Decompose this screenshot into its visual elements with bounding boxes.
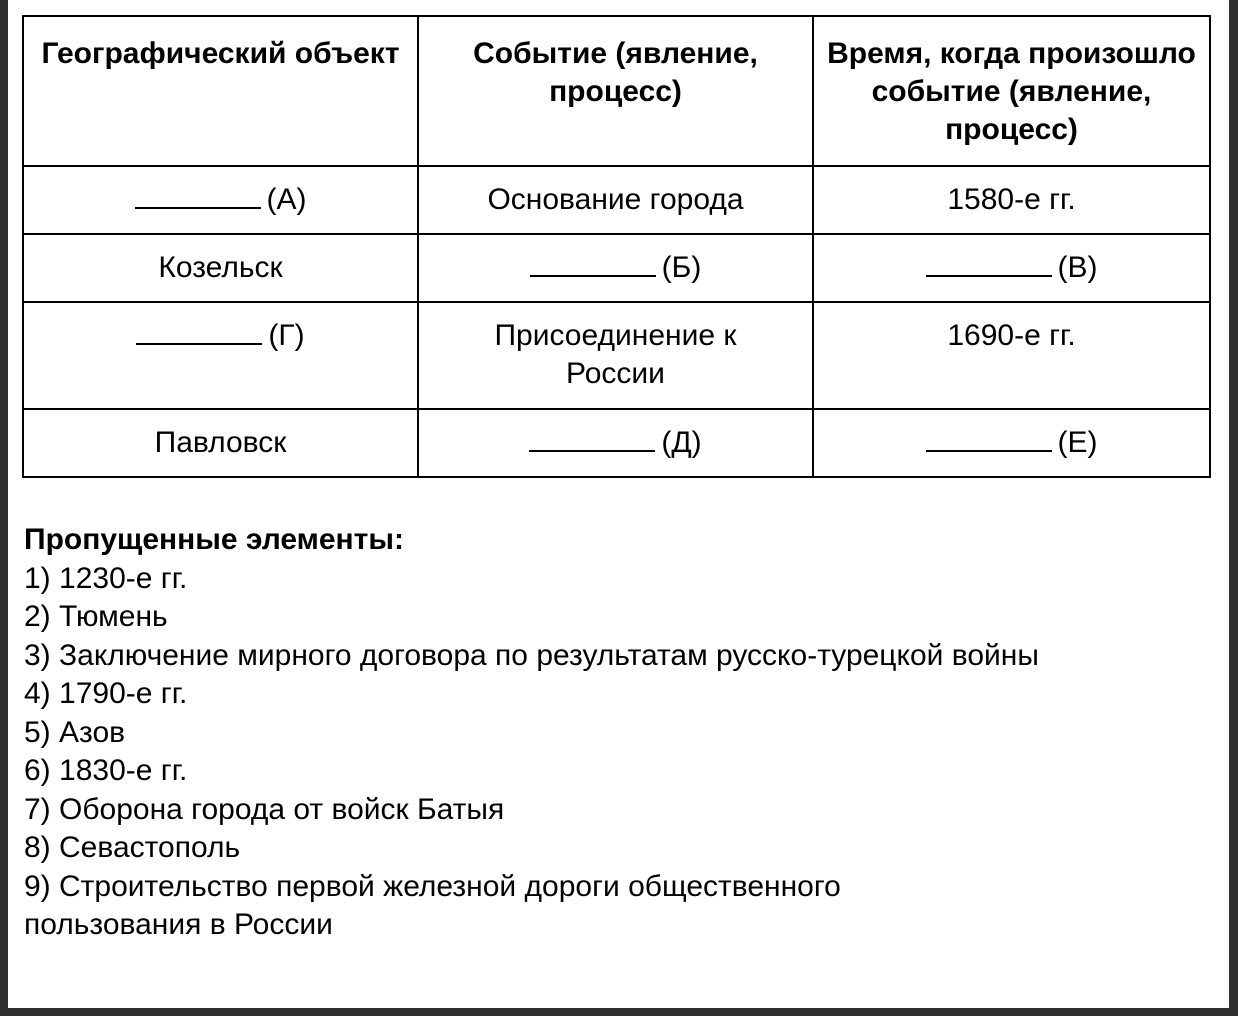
table-row	[23, 234, 1210, 302]
cell-object-label: (А)	[266, 183, 307, 216]
cell-object-label: (Г)	[268, 319, 305, 352]
blank-line	[136, 319, 262, 345]
cell-object	[23, 302, 418, 409]
list-item: 9) Строительство первой железной дороги общественного пользования в России	[24, 869, 841, 941]
cell-object: Козельск	[23, 234, 418, 302]
list-item: 7) Оборона города от войск Батыя	[24, 792, 505, 826]
list-item: 2) Тюмень	[24, 600, 168, 633]
list-item: 8) Севастополь	[24, 831, 241, 864]
list-item: 4) 1790-е гг.	[24, 677, 188, 710]
blank-line	[530, 251, 656, 277]
cell-event-label: (Д)	[661, 426, 702, 459]
cell-event	[418, 409, 813, 477]
cell-event: Основание города	[418, 166, 813, 234]
blank-line	[135, 183, 261, 209]
blank-line	[926, 251, 1052, 277]
document-page	[8, 0, 1229, 1008]
table-row	[23, 409, 1210, 477]
list-item: 1) 1230-е гг.	[24, 561, 188, 595]
cell-time	[813, 409, 1210, 477]
cell-time: 1690-е гг.	[813, 302, 1210, 409]
list-item: 6) 1830-е гг.	[24, 754, 188, 787]
blank-line	[926, 426, 1052, 452]
cell-time	[813, 234, 1210, 302]
cell-event-label: (Б)	[661, 251, 702, 284]
list-item: 3) Заключение мирного договора по результатам русско-турецкой войны	[24, 638, 1039, 672]
cell-event	[418, 234, 813, 302]
legend-title: Пропущенные элементы:	[24, 523, 404, 556]
missing-elements-list	[24, 521, 1214, 945]
events-table	[22, 15, 1211, 478]
cell-object: Павловск	[23, 409, 418, 477]
header-time: Время, когда произошло событие (явление, процесс)	[813, 16, 1210, 166]
table-header-row	[23, 16, 1210, 166]
cell-time-label: (В)	[1057, 251, 1098, 284]
header-event: Событие (явление, процесс)	[418, 16, 813, 166]
table-row	[23, 166, 1210, 234]
blank-line	[529, 426, 655, 452]
cell-time-label: (Е)	[1057, 426, 1098, 459]
cell-object	[23, 166, 418, 234]
header-geo-object: Географический объект	[23, 16, 418, 166]
cell-time: 1580-е гг.	[813, 166, 1210, 234]
cell-event: Присоединение к России	[418, 302, 813, 409]
list-item: 5) Азов	[24, 715, 126, 749]
table-row	[23, 302, 1210, 409]
